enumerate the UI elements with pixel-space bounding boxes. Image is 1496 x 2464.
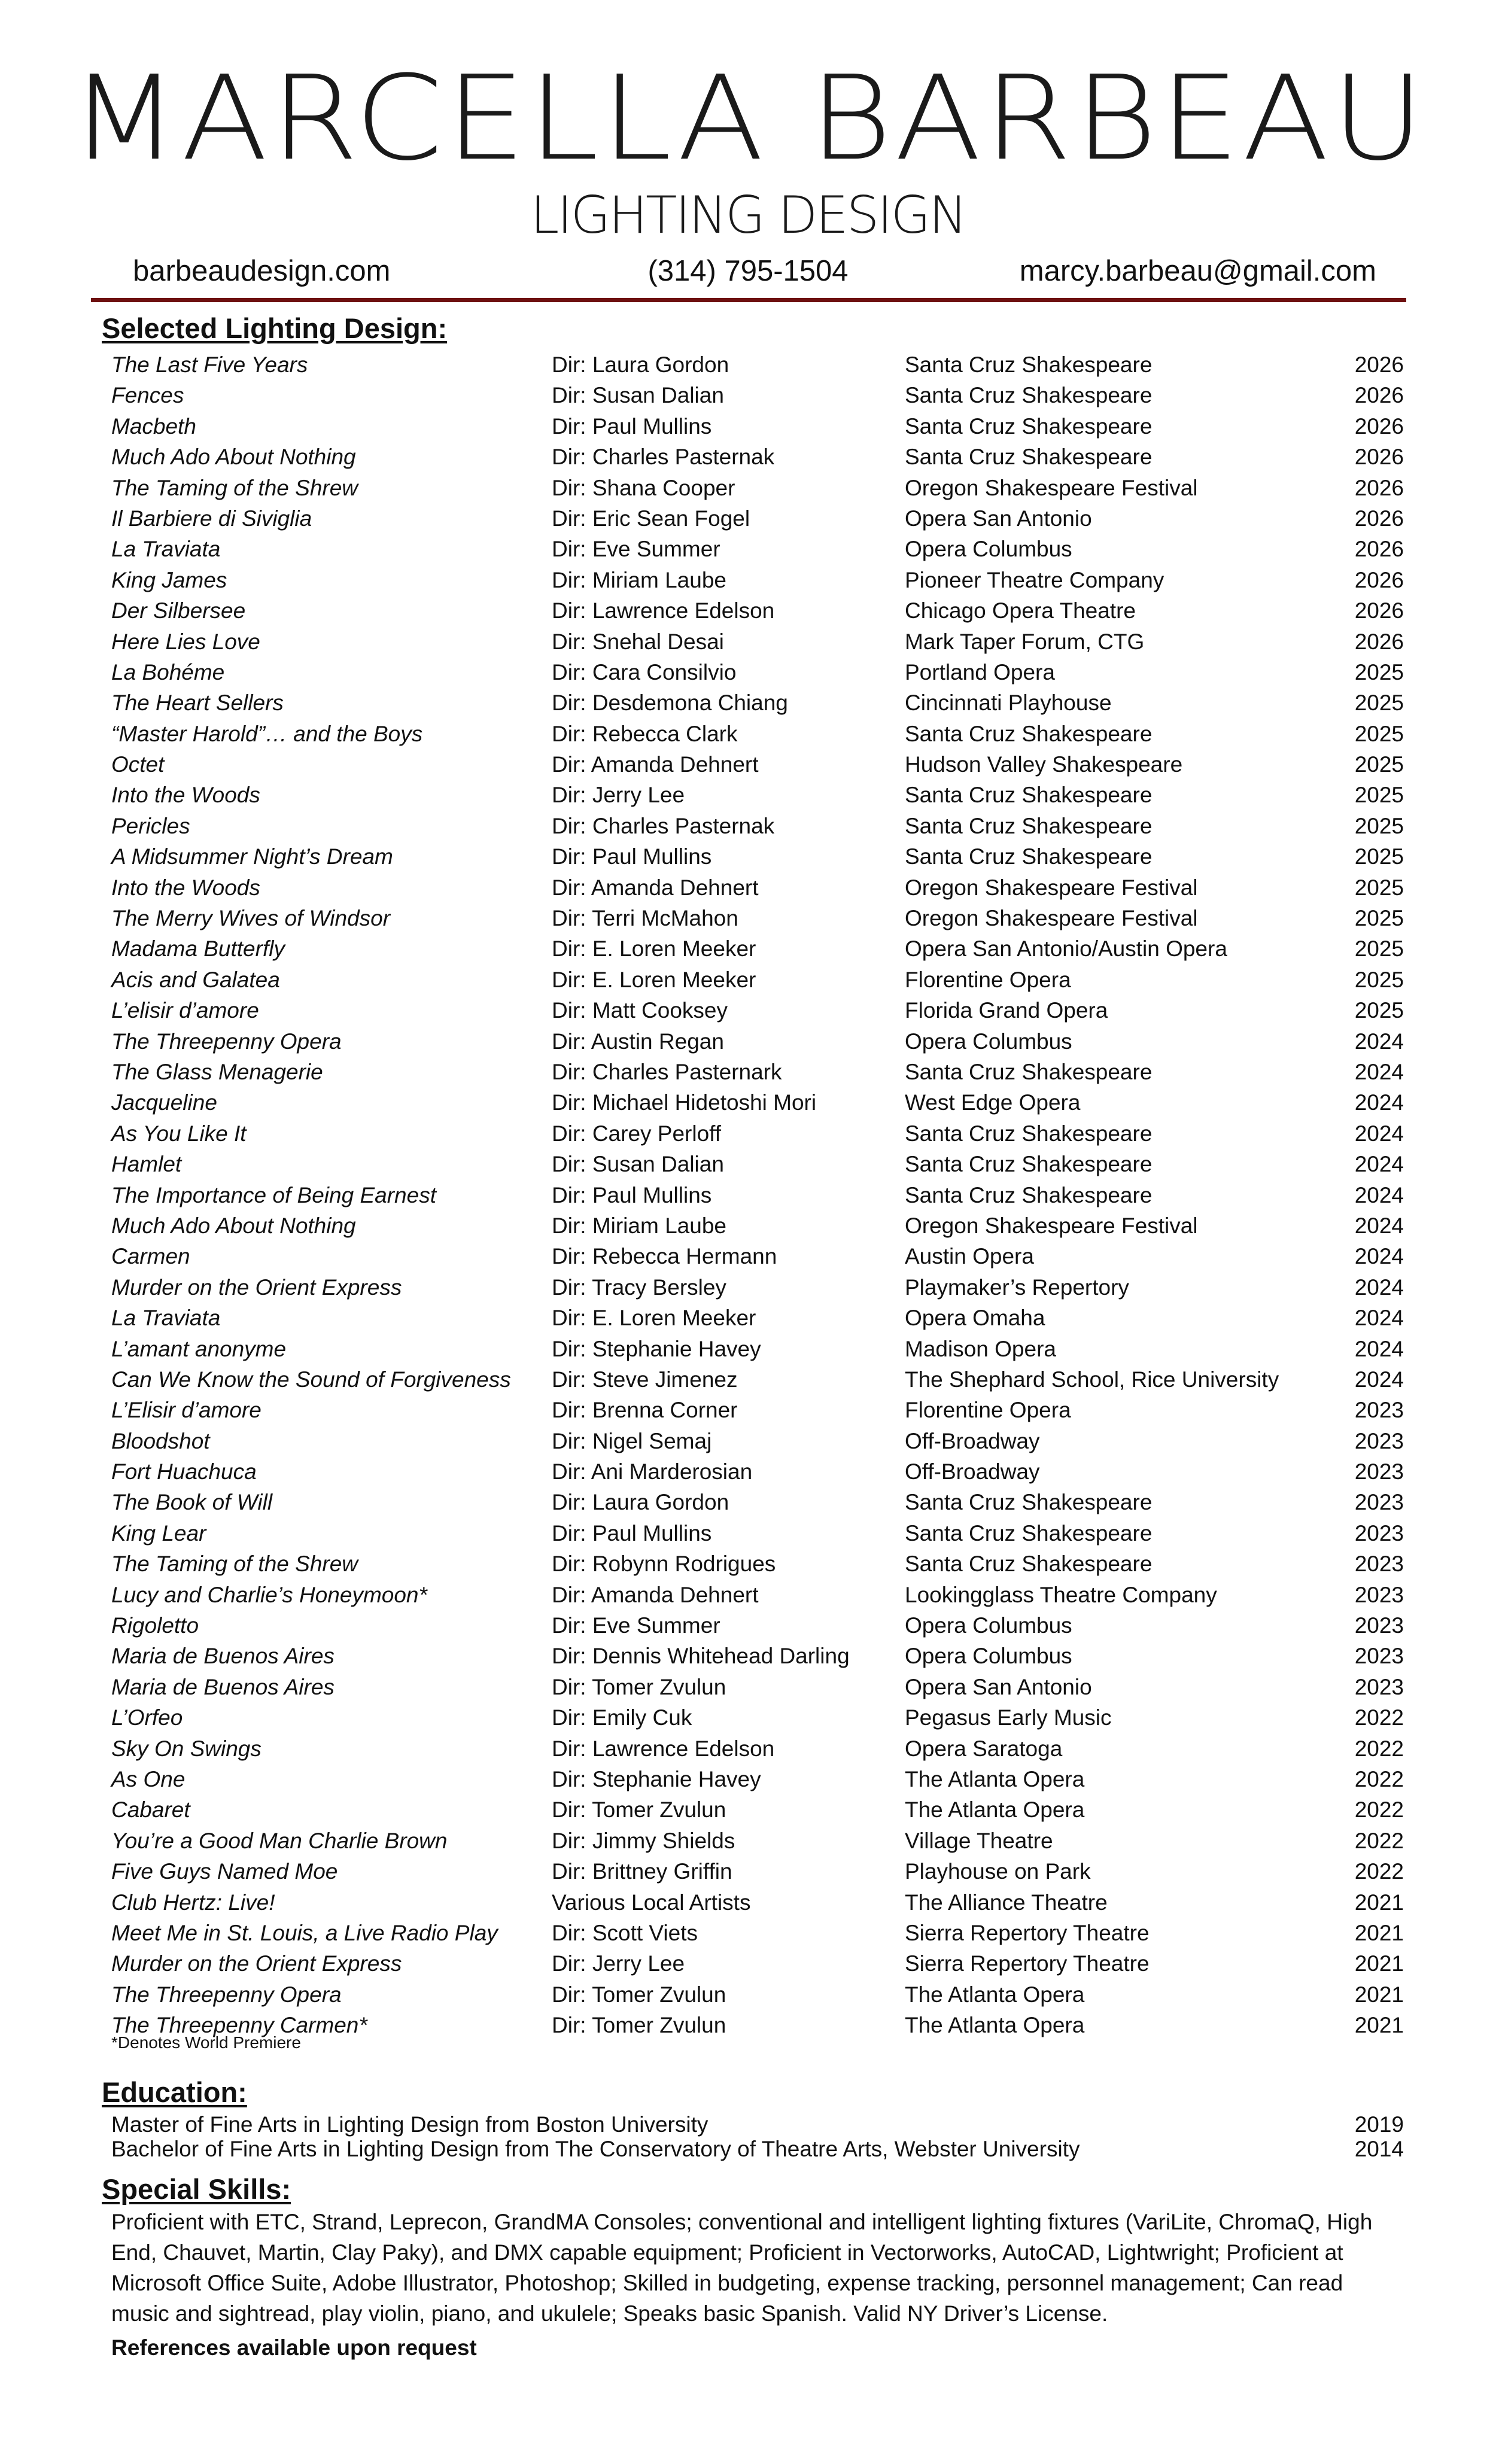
- credit-venue: Cincinnati Playhouse: [905, 690, 1112, 716]
- references-note: References available upon request: [111, 2335, 477, 2360]
- credit-director: Dir: Brenna Corner: [552, 1398, 738, 1423]
- credit-venue: The Atlanta Opera: [905, 1797, 1085, 1823]
- credit-row: [111, 1672, 1404, 1702]
- credit-director: Dir: Miriam Laube: [552, 567, 726, 592]
- credit-director: Dir: Amanda Dehnert: [552, 1582, 759, 1607]
- credit-year: 2022: [1354, 1736, 1404, 1761]
- credit-venue: Playmaker’s Repertory: [905, 1274, 1129, 1300]
- credit-year: 2024: [1354, 1182, 1404, 1207]
- credit-year: 2022: [1354, 1705, 1404, 1730]
- credit-row: [111, 473, 1404, 503]
- credit-row: [111, 995, 1404, 1026]
- credit-venue: Santa Cruz Shakespeare: [905, 413, 1153, 439]
- credit-year: 2026: [1354, 537, 1404, 562]
- credit-title: Der Silbersee: [111, 598, 246, 623]
- credit-row: [111, 872, 1404, 903]
- credit-year: 2023: [1354, 1428, 1404, 1453]
- credit-venue: Santa Cruz Shakespeare: [905, 813, 1153, 838]
- credit-row: [111, 841, 1404, 872]
- credit-year: 2023: [1354, 1398, 1404, 1423]
- credit-year: 2022: [1354, 1766, 1404, 1791]
- education-degree: Bachelor of Fine Arts in Lighting Design from The Conservatory of Theatre Arts, Webster University: [111, 2137, 1080, 2161]
- credit-year: 2023: [1354, 1459, 1404, 1485]
- credit-venue: Santa Cruz Shakespeare: [905, 445, 1153, 470]
- credit-title: Maria de Buenos Aires: [111, 1674, 335, 1699]
- credit-title: Il Barbiere di Siviglia: [111, 506, 312, 531]
- credit-venue: Opera Omaha: [905, 1306, 1045, 1331]
- credit-venue: Oregon Shakespeare Festival: [905, 475, 1198, 500]
- credit-director: Dir: Stephanie Havey: [552, 1766, 761, 1791]
- credit-venue: Santa Cruz Shakespeare: [905, 352, 1153, 377]
- credit-row: [111, 2010, 1404, 2040]
- credit-year: 2024: [1354, 1090, 1404, 1115]
- credit-title: La Traviata: [111, 537, 221, 562]
- credit-row: [111, 1580, 1404, 1610]
- credit-row: [111, 349, 1404, 380]
- credit-row: [111, 1395, 1404, 1425]
- credit-venue: Sierra Repertory Theatre: [905, 1951, 1150, 1976]
- credit-director: Dir: Paul Mullins: [552, 1520, 712, 1546]
- credit-venue: Santa Cruz Shakespeare: [905, 1121, 1153, 1146]
- credit-title: A Midsummer Night’s Dream: [111, 844, 393, 869]
- credit-director: Dir: Tomer Zvulun: [552, 2013, 726, 2038]
- credit-row: [111, 380, 1404, 410]
- credit-venue: Santa Cruz Shakespeare: [905, 1059, 1153, 1084]
- credit-year: 2025: [1354, 690, 1404, 716]
- credit-director: Dir: Tracy Bersley: [552, 1274, 726, 1300]
- credit-director: Dir: Laura Gordon: [552, 1490, 729, 1515]
- credit-year: 2026: [1354, 445, 1404, 470]
- credit-title: Into the Woods: [111, 783, 260, 808]
- credit-row: [111, 1794, 1404, 1825]
- credit-venue: Florida Grand Opera: [905, 998, 1108, 1023]
- credit-row: [111, 1764, 1404, 1794]
- credit-venue: Opera San Antonio: [905, 506, 1092, 531]
- credit-year: 2025: [1354, 721, 1404, 746]
- credit-director: Dir: Brittney Griffin: [552, 1859, 732, 1884]
- credit-title: Murder on the Orient Express: [111, 1951, 402, 1976]
- credit-year: 2026: [1354, 567, 1404, 592]
- credit-row: [111, 1272, 1404, 1303]
- credit-title: As You Like It: [111, 1121, 247, 1146]
- education-list: [111, 2112, 1404, 2161]
- website-link[interactable]: barbeaudesign.com: [133, 255, 391, 287]
- credit-title: The Taming of the Shrew: [111, 1552, 358, 1577]
- credit-row: [111, 1426, 1404, 1456]
- credit-director: Dir: Dennis Whitehead Darling: [552, 1644, 850, 1669]
- credit-row: [111, 442, 1404, 472]
- credit-title: The Last Five Years: [111, 352, 308, 377]
- credit-row: [111, 1303, 1404, 1333]
- credit-director: Dir: Jerry Lee: [552, 1951, 685, 1976]
- credit-year: 2024: [1354, 1274, 1404, 1300]
- credit-row: [111, 1826, 1404, 1856]
- credit-venue: Portland Opera: [905, 659, 1055, 685]
- credit-director: Dir: Charles Pasternark: [552, 1059, 782, 1084]
- credit-year: 2024: [1354, 1029, 1404, 1054]
- credit-year: 2025: [1354, 875, 1404, 900]
- credit-year: 2025: [1354, 844, 1404, 869]
- credit-row: [111, 903, 1404, 933]
- credit-title: Meet Me in St. Louis, a Live Radio Play: [111, 1920, 498, 1945]
- credit-title: L’Orfeo: [111, 1705, 183, 1730]
- credit-title: Cabaret: [111, 1797, 190, 1823]
- credit-director: Dir: Carey Perloff: [552, 1121, 722, 1146]
- credit-year: 2025: [1354, 783, 1404, 808]
- credit-director: Dir: E. Loren Meeker: [552, 967, 756, 992]
- credit-venue: Sierra Repertory Theatre: [905, 1920, 1150, 1945]
- credit-venue: Pioneer Theatre Company: [905, 567, 1164, 592]
- credit-venue: Playhouse on Park: [905, 1859, 1091, 1884]
- credit-director: Various Local Artists: [552, 1890, 751, 1915]
- credit-title: The Heart Sellers: [111, 690, 284, 716]
- credit-director: Dir: Emily Cuk: [552, 1705, 692, 1730]
- credit-director: Dir: Amanda Dehnert: [552, 752, 759, 777]
- credit-row: [111, 1118, 1404, 1149]
- credit-venue: West Edge Opera: [905, 1090, 1081, 1115]
- credit-row: [111, 1918, 1404, 1948]
- credit-row: [111, 1518, 1404, 1549]
- credit-director: Dir: Nigel Semaj: [552, 1428, 712, 1453]
- credit-row: [111, 1241, 1404, 1271]
- credit-director: Dir: Lawrence Edelson: [552, 1736, 775, 1761]
- education-degree: Master of Fine Arts in Lighting Design from Boston University: [111, 2112, 709, 2137]
- credit-title: The Threepenny Opera: [111, 1029, 342, 1054]
- credit-title: The Glass Menagerie: [111, 1059, 323, 1084]
- credit-year: 2021: [1354, 1920, 1404, 1945]
- credit-director: Dir: Amanda Dehnert: [552, 875, 759, 900]
- credit-director: Dir: Laura Gordon: [552, 352, 729, 377]
- credit-row: [111, 1702, 1404, 1733]
- credit-director: Dir: Paul Mullins: [552, 413, 712, 439]
- credit-row: [111, 1733, 1404, 1764]
- lighting-credits-list: [111, 349, 1404, 2040]
- credit-title: King Lear: [111, 1520, 206, 1546]
- credit-year: 2021: [1354, 2013, 1404, 2038]
- credit-director: Dir: Eve Summer: [552, 537, 720, 562]
- credit-director: Dir: Terri McMahon: [552, 906, 738, 931]
- credit-director: Dir: Desdemona Chiang: [552, 690, 788, 716]
- credit-row: [111, 626, 1404, 657]
- lighting-design-heading: Selected Lighting Design:: [102, 312, 448, 344]
- profession-title: LIGHTING DESIGN: [530, 185, 966, 245]
- credit-director: Dir: Susan Dalian: [552, 1152, 724, 1177]
- credit-director: Dir: Cara Consilvio: [552, 659, 737, 685]
- credit-director: Dir: Steve Jimenez: [552, 1367, 738, 1392]
- credit-director: Dir: Snehal Desai: [552, 629, 724, 654]
- credit-title: L’elisir d’amore: [111, 998, 259, 1023]
- credit-row: [111, 965, 1404, 995]
- credit-year: 2024: [1354, 1367, 1404, 1392]
- credit-year: 2026: [1354, 413, 1404, 439]
- header-divider: [91, 298, 1406, 302]
- credit-year: 2023: [1354, 1582, 1404, 1607]
- credit-venue: Santa Cruz Shakespeare: [905, 721, 1153, 746]
- credit-title: L’Elisir d’amore: [111, 1398, 262, 1423]
- credit-row: [111, 503, 1404, 534]
- credit-director: Dir: Eve Summer: [552, 1613, 720, 1638]
- credit-title: Rigoletto: [111, 1613, 199, 1638]
- credit-year: 2024: [1354, 1306, 1404, 1331]
- credit-title: Much Ado About Nothing: [111, 1213, 356, 1238]
- credit-venue: Mark Taper Forum, CTG: [905, 629, 1145, 654]
- credit-title: Fences: [111, 383, 184, 408]
- credit-row: [111, 1149, 1404, 1179]
- credit-title: The Taming of the Shrew: [111, 475, 358, 500]
- credit-title: Sky On Swings: [111, 1736, 262, 1761]
- credit-director: Dir: Ani Marderosian: [552, 1459, 753, 1485]
- credit-row: [111, 1334, 1404, 1364]
- credit-title: Macbeth: [111, 413, 196, 439]
- credit-venue: Off-Broadway: [905, 1459, 1040, 1485]
- credit-director: Dir: Rebecca Hermann: [552, 1244, 777, 1269]
- credit-venue: Austin Opera: [905, 1244, 1034, 1269]
- credit-title: “Master Harold”… and the Boys: [111, 721, 423, 746]
- credit-row: [111, 1979, 1404, 2010]
- credit-year: 2025: [1354, 813, 1404, 838]
- credit-director: Dir: Matt Cooksey: [552, 998, 728, 1023]
- credit-title: Madama Butterfly: [111, 936, 285, 962]
- credit-director: Dir: E. Loren Meeker: [552, 1306, 756, 1331]
- credit-director: Dir: Tomer Zvulun: [552, 1674, 726, 1699]
- credit-row: [111, 1364, 1404, 1395]
- credit-venue: Chicago Opera Theatre: [905, 598, 1136, 623]
- credit-title: Here Lies Love: [111, 629, 260, 654]
- world-premiere-footnote: *Denotes World Premiere: [111, 2033, 301, 2052]
- credit-director: Dir: Susan Dalian: [552, 383, 724, 408]
- credit-venue: Village Theatre: [905, 1828, 1053, 1853]
- credit-title: Fort Huachuca: [111, 1459, 257, 1485]
- credit-title: L’amant anonyme: [111, 1336, 287, 1361]
- credit-director: Dir: Charles Pasternak: [552, 445, 775, 470]
- credit-year: 2023: [1354, 1490, 1404, 1515]
- credit-venue: Opera Saratoga: [905, 1736, 1063, 1761]
- credit-venue: Santa Cruz Shakespeare: [905, 844, 1153, 869]
- credit-row: [111, 1456, 1404, 1487]
- credit-year: 2024: [1354, 1059, 1404, 1084]
- credit-year: 2022: [1354, 1828, 1404, 1853]
- credit-director: Dir: Paul Mullins: [552, 1182, 712, 1207]
- credit-year: 2023: [1354, 1520, 1404, 1546]
- credit-title: Club Hertz: Live!: [111, 1890, 275, 1915]
- credit-venue: Santa Cruz Shakespeare: [905, 783, 1153, 808]
- credit-title: The Merry Wives of Windsor: [111, 906, 391, 931]
- credit-year: 2024: [1354, 1336, 1404, 1361]
- credit-year: 2023: [1354, 1552, 1404, 1577]
- credit-row: [111, 1057, 1404, 1087]
- credit-venue: Florentine Opera: [905, 967, 1071, 992]
- credit-director: Dir: Austin Regan: [552, 1029, 724, 1054]
- credit-director: Dir: Lawrence Edelson: [552, 598, 775, 623]
- credit-venue: Pegasus Early Music: [905, 1705, 1112, 1730]
- credit-row: [111, 719, 1404, 749]
- credit-year: 2026: [1354, 475, 1404, 500]
- credit-title: Octet: [111, 752, 165, 777]
- credit-year: 2024: [1354, 1244, 1404, 1269]
- credit-title: Five Guys Named Moe: [111, 1859, 338, 1884]
- credit-director: Dir: Stephanie Havey: [552, 1336, 761, 1361]
- credit-venue: The Atlanta Opera: [905, 1982, 1085, 2007]
- credit-director: Dir: Charles Pasternak: [552, 813, 775, 838]
- credit-year: 2025: [1354, 752, 1404, 777]
- email-link[interactable]: marcy.barbeau@gmail.com: [1019, 255, 1376, 287]
- credit-year: 2024: [1354, 1152, 1404, 1177]
- credit-year: 2025: [1354, 936, 1404, 962]
- designer-name: MARCELLA BARBEAU: [69, 50, 1427, 187]
- credit-row: [111, 1948, 1404, 1979]
- credit-year: 2021: [1354, 1951, 1404, 1976]
- credit-title: Into the Woods: [111, 875, 260, 900]
- credit-title: As One: [111, 1766, 186, 1791]
- credit-director: Dir: Rebecca Clark: [552, 721, 738, 746]
- credit-venue: Santa Cruz Shakespeare: [905, 1182, 1153, 1207]
- credit-title: Much Ado About Nothing: [111, 445, 356, 470]
- credit-row: [111, 1087, 1404, 1118]
- credit-row: [111, 933, 1404, 964]
- credit-row: [111, 1487, 1404, 1517]
- credit-venue: Oregon Shakespeare Festival: [905, 1213, 1198, 1238]
- credit-title: Murder on the Orient Express: [111, 1274, 402, 1300]
- credit-title: Carmen: [111, 1244, 190, 1269]
- credit-title: Can We Know the Sound of Forgiveness: [111, 1367, 511, 1392]
- credit-title: The Threepenny Opera: [111, 1982, 342, 2007]
- credit-venue: Hudson Valley Shakespeare: [905, 752, 1183, 777]
- education-year: 2019: [1354, 2112, 1404, 2137]
- education-year: 2014: [1354, 2137, 1404, 2161]
- credit-row: [111, 1887, 1404, 1918]
- credit-year: 2023: [1354, 1674, 1404, 1699]
- credit-year: 2026: [1354, 506, 1404, 531]
- credit-venue: Santa Cruz Shakespeare: [905, 1490, 1153, 1515]
- credit-venue: The Alliance Theatre: [905, 1890, 1108, 1915]
- credit-title: Maria de Buenos Aires: [111, 1644, 335, 1669]
- education-item: [111, 2137, 1404, 2161]
- credit-year: 2022: [1354, 1797, 1404, 1823]
- credit-row: [111, 1180, 1404, 1210]
- credit-year: 2024: [1354, 1121, 1404, 1146]
- credit-venue: The Atlanta Opera: [905, 2013, 1085, 2038]
- credit-row: [111, 411, 1404, 442]
- credit-row: [111, 657, 1404, 688]
- credit-director: Dir: Michael Hidetoshi Mori: [552, 1090, 817, 1115]
- credit-director: Dir: Paul Mullins: [552, 844, 712, 869]
- credit-year: 2023: [1354, 1644, 1404, 1669]
- phone-number: (314) 795-1504: [647, 255, 849, 287]
- credit-venue: Santa Cruz Shakespeare: [905, 1552, 1153, 1577]
- credit-year: 2021: [1354, 1982, 1404, 2007]
- credit-row: [111, 534, 1404, 564]
- credit-year: 2026: [1354, 352, 1404, 377]
- credit-director: Dir: Scott Viets: [552, 1920, 698, 1945]
- credit-venue: Opera Columbus: [905, 1613, 1072, 1638]
- credit-title: Bloodshot: [111, 1428, 210, 1453]
- credit-venue: Opera Columbus: [905, 537, 1072, 562]
- credit-venue: The Atlanta Opera: [905, 1766, 1085, 1791]
- credit-venue: Off-Broadway: [905, 1428, 1040, 1453]
- credit-title: King James: [111, 567, 227, 592]
- credit-year: 2023: [1354, 1613, 1404, 1638]
- special-skills-heading: Special Skills:: [102, 2173, 291, 2205]
- credit-row: [111, 595, 1404, 626]
- special-skills-text: Proficient with ETC, Strand, Leprecon, GrandMA Consoles; conventional and intelligent lighting fixtures (VariLite, ChromaQ, High End, Chauvet, Martin, Clay Paky), and DMX capable equipment; Proficient in Vectorworks, AutoCAD, Lightwright; Proficient at Microsoft Office Suite, Adobe Illustrator, Photoshop; Skilled in budgeting, expense tracking, personnel management; Can read music and sightread, play violin, piano, and ukulele; Speaks basic Spanish. Valid NY Driver’s License.: [111, 2210, 1373, 2326]
- credit-row: [111, 780, 1404, 810]
- credit-director: Dir: E. Loren Meeker: [552, 936, 756, 962]
- credit-row: [111, 749, 1404, 780]
- credit-year: 2021: [1354, 1890, 1404, 1915]
- credit-year: 2026: [1354, 629, 1404, 654]
- credit-venue: Florentine Opera: [905, 1398, 1071, 1423]
- credit-year: 2025: [1354, 967, 1404, 992]
- credit-title: The Importance of Being Earnest: [111, 1182, 436, 1207]
- credit-title: The Threepenny Carmen*: [111, 2013, 367, 2038]
- credit-row: [111, 1549, 1404, 1579]
- credit-year: 2022: [1354, 1859, 1404, 1884]
- credit-title: The Book of Will: [111, 1490, 273, 1515]
- credit-row: [111, 1641, 1404, 1671]
- credit-year: 2024: [1354, 1213, 1404, 1238]
- credit-director: Dir: Jerry Lee: [552, 783, 685, 808]
- credit-row: [111, 565, 1404, 595]
- education-heading: Education:: [102, 2076, 247, 2108]
- credit-venue: Lookingglass Theatre Company: [905, 1582, 1217, 1607]
- credit-row: [111, 1856, 1404, 1887]
- credit-year: 2026: [1354, 598, 1404, 623]
- credit-venue: Opera Columbus: [905, 1029, 1072, 1054]
- credit-venue: Santa Cruz Shakespeare: [905, 1152, 1153, 1177]
- credit-row: [111, 1610, 1404, 1641]
- credit-year: 2025: [1354, 998, 1404, 1023]
- credit-venue: Opera Columbus: [905, 1644, 1072, 1669]
- credit-title: Jacqueline: [111, 1090, 217, 1115]
- credit-director: Dir: Tomer Zvulun: [552, 1982, 726, 2007]
- credit-row: [111, 1026, 1404, 1057]
- credit-title: Acis and Galatea: [111, 967, 280, 992]
- credit-director: Dir: Eric Sean Fogel: [552, 506, 750, 531]
- credit-director: Dir: Jimmy Shields: [552, 1828, 735, 1853]
- credit-year: 2025: [1354, 659, 1404, 685]
- credit-year: 2026: [1354, 383, 1404, 408]
- credit-venue: Madison Opera: [905, 1336, 1056, 1361]
- credit-director: Dir: Shana Cooper: [552, 475, 735, 500]
- credit-director: Dir: Tomer Zvulun: [552, 1797, 726, 1823]
- credit-row: [111, 688, 1404, 718]
- credit-title: La Bohéme: [111, 659, 225, 685]
- credit-venue: Santa Cruz Shakespeare: [905, 1520, 1153, 1546]
- credit-venue: The Shephard School, Rice University: [905, 1367, 1279, 1392]
- credit-title: La Traviata: [111, 1306, 221, 1331]
- credit-venue: Oregon Shakespeare Festival: [905, 875, 1198, 900]
- credit-year: 2025: [1354, 906, 1404, 931]
- credit-venue: Oregon Shakespeare Festival: [905, 906, 1198, 931]
- credit-title: Hamlet: [111, 1152, 182, 1177]
- credit-venue: Santa Cruz Shakespeare: [905, 383, 1153, 408]
- credit-director: Dir: Miriam Laube: [552, 1213, 726, 1238]
- credit-title: Lucy and Charlie’s Honeymoon*: [111, 1582, 427, 1607]
- credit-row: [111, 811, 1404, 841]
- credit-venue: Opera San Antonio/Austin Opera: [905, 936, 1227, 962]
- education-item: [111, 2112, 1404, 2137]
- credit-director: Dir: Robynn Rodrigues: [552, 1552, 776, 1577]
- credit-venue: Opera San Antonio: [905, 1674, 1092, 1699]
- credit-title: You’re a Good Man Charlie Brown: [111, 1828, 448, 1853]
- credit-row: [111, 1210, 1404, 1241]
- credit-title: Pericles: [111, 813, 190, 838]
